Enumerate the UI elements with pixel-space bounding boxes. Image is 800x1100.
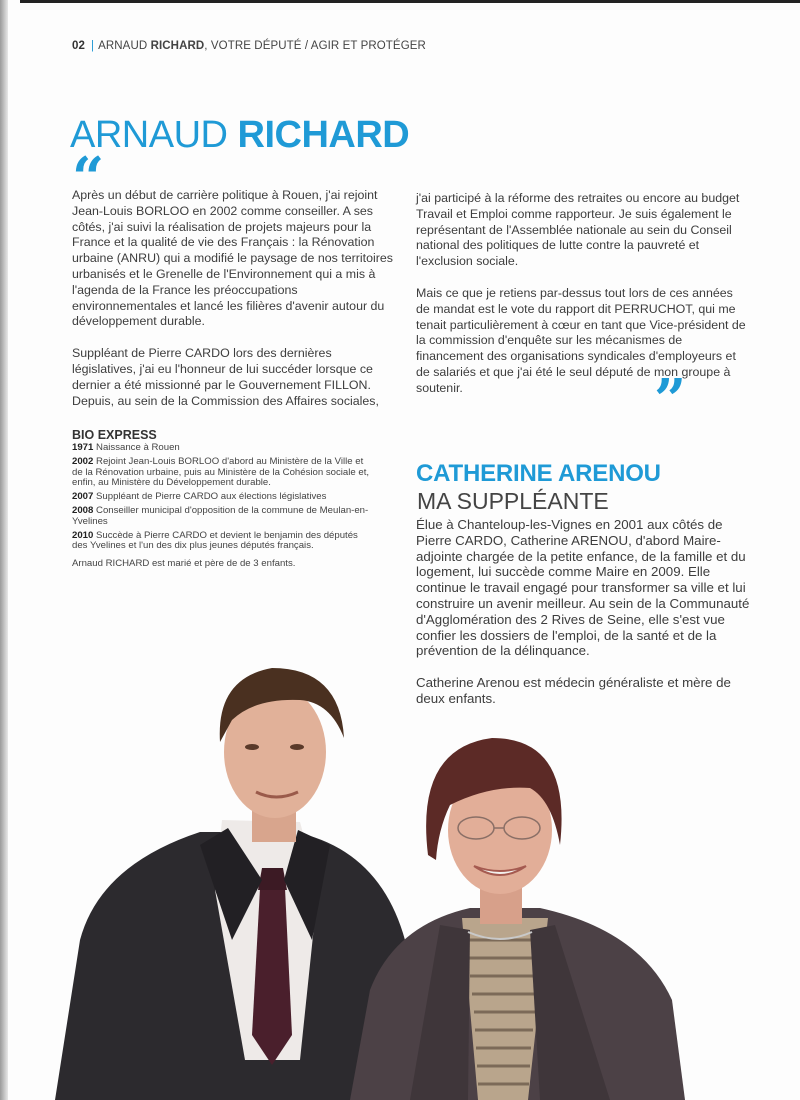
header-role: , VOTRE DÉPUTÉ / AGIR ET PROTÉGER (204, 40, 426, 52)
paragraph: j'ai participé à la réforme des retraites ou encore au budget Travail et Emploi comme rapporteur. Je suis également le représentant de l'Assemblée nationale au sein du Conseil national des politiques de lutte contre la pauvreté et l'exclusion sociale. (416, 191, 740, 269)
bio-item (72, 506, 372, 528)
bio-text: Succède à Pierre CARDO et devient le benjamin des députés des Yvelines et l'un des dix plus jeunes députés français. (72, 529, 358, 552)
body-column-left (72, 188, 397, 425)
bio-item (72, 531, 372, 553)
bio-item (72, 492, 372, 503)
man-figure (55, 668, 410, 1100)
paragraph: Après un début de carrière politique à Rouen, j'ai rejoint Jean-Louis BORLOO en 2002 comme conseiller. A ses côtés, j'ai suivi la réalisation de projets majeurs pour la France et la qualité de vie des Français : la Rénovation urbaine (ANRU) qui a modifié le paysage de nos territoires urbanisés et le Grenelle de l'Environnement qui a mis à l'agenda de la France les préoccupations environnementales et lancé les filières d'avenir autour du développement durable. (72, 188, 393, 329)
bio-text: Rejoint Jean-Louis BORLOO d'abord au Ministère de la Ville et de la Rénovation urbaine, puis au Ministère de la Cohésion sociale et, enfin, au Ministère du Développement durable. (72, 455, 370, 489)
bio-year: 2007 (72, 491, 94, 503)
bio-note: Arnaud RICHARD est marié et père de de 3 enfants. (72, 558, 296, 570)
bio-year: 2008 (72, 504, 94, 516)
header-name-first: ARNAUD (98, 40, 151, 52)
bio-text: Suppléant de Pierre CARDO aux élections législatives (93, 491, 327, 503)
page-number: 02 (72, 40, 85, 52)
woman-figure (350, 738, 685, 1100)
paragraph: Élue à Chanteloup-les-Vignes en 2001 aux côtés de Pierre CARDO, Catherine ARENOU, d'abord Maire-adjointe chargée de la petite enfance, de la famille et du logement, lui succède comme Maire en 2009. Elle continue le travail engagé pour transformer sa ville et lui construire un avenir meilleur. Au sein de la Communauté d'Agglomération des 2 Rives de Seine, elle s'est vue confier les dossiers de l'emploi, de la santé et de la prévention de la délinquance. (416, 517, 750, 659)
bio-year: 2010 (72, 529, 94, 541)
paragraph: Catherine Arenou est médecin généraliste et mère de deux enfants. (416, 675, 731, 706)
open-quote-mark: “ (72, 145, 105, 211)
title-last: RICHARD (237, 114, 410, 156)
paragraph: Suppléant de Pierre CARDO lors des dernières législatives, j'ai eu l'honneur de lui succéder lorsque ce dernier a été missionné par le Gouvernement FILLON. Depuis, au sein de la Commission des Affaires sociales, (72, 346, 379, 408)
catherine-name-heading: CATHERINE ARENOU (416, 460, 661, 487)
title-first: ARNAUD (70, 114, 238, 156)
bio-year: 1971 (72, 442, 94, 453)
bio-item (72, 443, 372, 454)
bio-item (72, 457, 372, 489)
page-title (70, 114, 409, 157)
paragraph: Mais ce que je retiens par-dessus tout lors de ces années de mandat est le vote du rapport dit PERRUCHOT, qui me tenait particulièrement à cœur en tant que Vice-président de la commission d'enquête sur les mécanismes de financement des organisations syndicales d'employeurs et de salariés et que j'ai été le seul député de mon groupe à soutenir. (416, 285, 746, 395)
bio-heading: BIO EXPRESS (72, 428, 157, 442)
top-rule (20, 0, 800, 3)
bio-year: 2002 (72, 455, 94, 467)
bio-express (72, 428, 372, 569)
bio-text: Naissance à Rouen (93, 442, 180, 453)
portrait-photo (0, 640, 800, 1100)
bio-text: Conseiller municipal d'opposition de la commune de Meulan-en-Yvelines (72, 504, 369, 527)
running-header (72, 40, 426, 52)
close-quote-mark: ” (654, 367, 687, 433)
header-separator: | (91, 40, 95, 52)
body-column-right (416, 191, 750, 413)
header-name-last: RICHARD (150, 40, 205, 52)
catherine-subtitle: MA SUPPLÉANTE (417, 488, 609, 514)
